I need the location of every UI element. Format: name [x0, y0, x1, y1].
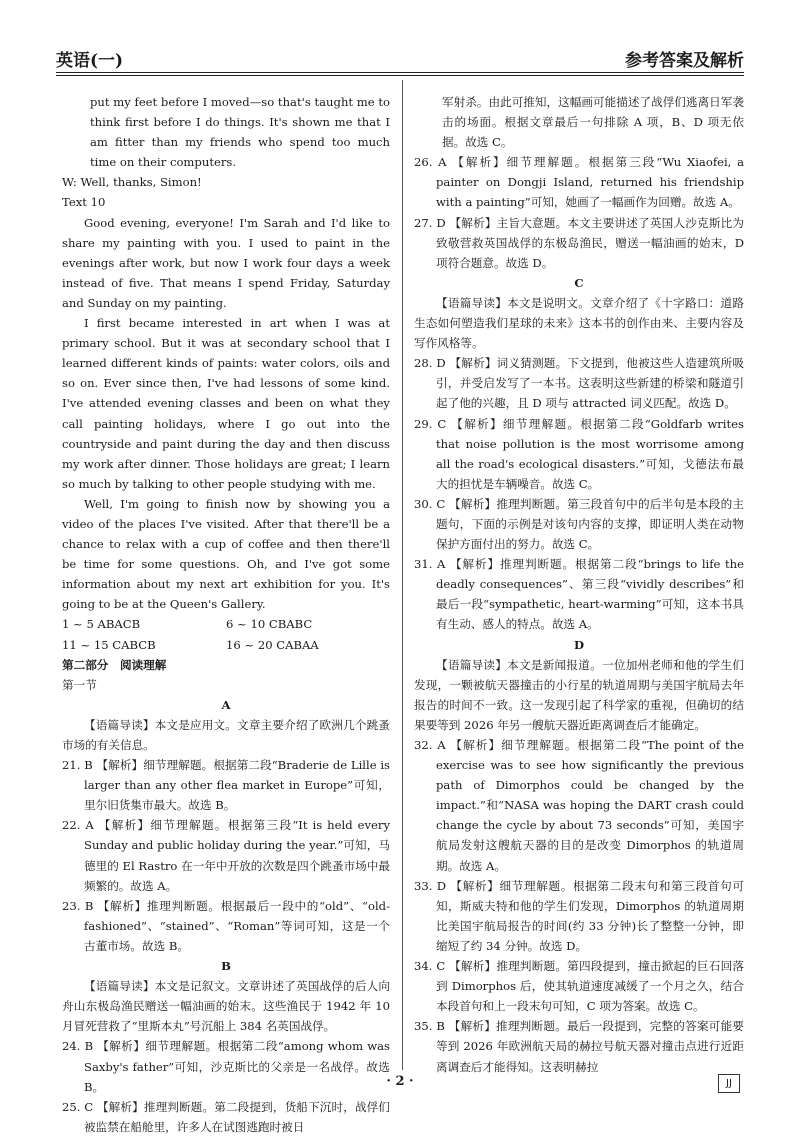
- paragraph: 31. A 【解析】推理判断题。根据第二段“brings to life the deadly consequences”、第三段“vividly describes”和最后一段“sympathetic, heart-warming”可知，这本书具有生动、感人的特点。故选 A。: [414, 557, 744, 632]
- page-number: · 2 ·: [386, 1074, 414, 1089]
- answer-cell: 1 ~ 5 ABACB: [62, 617, 141, 632]
- paragraph: Text 10: [62, 195, 106, 210]
- page-header: [56, 46, 744, 72]
- paragraph: 22. A 【解析】细节理解题。根据第三段“It is held every Sunday and public holiday during the year.”可知，马德里的 El Rastro 在一年中开放的次数是四个跳蚤市场中最频繁的。故选 A。: [62, 818, 390, 893]
- paragraph: 32. A 【解析】细节理解题。根据第二段“The point of the exercise was to see how significantly the previous path of Dimorphos could be changed by the impact.”和“NASA was hoping the DART crash could change the cycle by about 73 seconds”可知，美国宇航局发射这艘航天器的目的是改变 Dimorphos 的轨道周期。故选 A。: [414, 738, 744, 873]
- left-column-transcript: [62, 92, 390, 614]
- paragraph: 23. B 【解析】推理判断题。根据最后一段中的“old”、“old-fashioned”、“stained”、“Roman”等词可知，这是一个古董市场。故选 B。: [62, 898, 390, 953]
- right-column-answers: [414, 92, 744, 1077]
- header-subject: 英语(一): [56, 51, 124, 71]
- publisher-mark: JJ: [718, 1074, 740, 1093]
- paragraph: Well, I'm going to finish now by showing you a video of the places I've visited. After that there'll be a chance to relax with a cup of coffee and then there'll be time for some questions. Oh, and I've got some information about my next art exhibition for you. It's going to be at the Queen's Gallery.: [62, 496, 390, 612]
- left-column: [62, 92, 390, 1137]
- passage-heading: B: [221, 959, 231, 974]
- paragraph: 【语篇导读】本文是记叙文。文章讲述了英国战俘的后人向舟山东极岛渔民赠送一幅油画的始末。这些渔民于 1942 年 10 月冒死营救了“里斯本丸”号沉船上 384 名英国战俘。: [62, 979, 390, 1034]
- paragraph: 33. D 【解析】细节理解题。根据第二段末句和第三段首句可知，斯威夫特和他的学生们发现，Dimorphos 的轨道周期比美国宇航局报告的时间(约 33 分钟)长了整整一分钟，即缩短了约 34 分钟。故选 D。: [414, 878, 744, 953]
- answer-cell: 16 ~ 20 CABAA: [226, 637, 319, 652]
- paragraph: 28. D 【解析】词义猜测题。下文提到，他被这些人造建筑所吸引，并受启发写了一本书。这表明这些新建的桥梁和隧道引起了他的兴趣，且 D 项与 attracted 词义匹配。故选 D。: [414, 356, 744, 411]
- paragraph: 29. C 【解析】细节理解题。根据第二段“Goldfarb writes that noise pollution is the most worrisome among all the road's ecological disasters.”可知，戈德法布最大的担忧是车辆噪音。故选 C。: [414, 416, 744, 491]
- header-rule: [56, 72, 744, 73]
- paragraph: 35. B 【解析】推理判断题。最后一段提到，完整的答案可能要等到 2026 年欧洲航天局的赫拉号航天器对撞击点进行近距离调查后才能得知。这表明赫拉: [414, 1019, 744, 1074]
- paragraph: Good evening, everyone! I'm Sarah and I'd like to share my painting with you. I used to paint in the evenings after work, but now I work four days a week instead of five. That means I spend Friday, Saturday and Sunday on my painting.: [62, 215, 390, 310]
- section-title: 第二部分 阅读理解: [62, 657, 167, 672]
- paragraph: 26. A 【解析】细节理解题。根据第三段“Wu Xiaofei, a painter on Dongji Island, returned his friendship with a painting”可知，她画了一幅画作为回赠。故选 A。: [414, 155, 744, 210]
- passage-heading: A: [221, 697, 231, 712]
- paragraph: 【语篇导读】本文是新闻报道。一位加州老师和他的学生们发现，一颗被航天器撞击的小行星的轨道周期与美国宇航局去年报告的时间不一致。这一发现引起了科学家的重视，但确切的结果要等到 2026 年另一艘航天器近距离调查后才能确定。: [414, 657, 744, 732]
- paragraph: 【语篇导读】本文是说明文。文章介绍了《十字路口：道路生态如何塑造我们星球的未来》这本书的创作由来、主要内容及写作风格等。: [414, 295, 744, 351]
- paragraph: 30. C 【解析】推理判断题。第三段首句中的后半句是本段的主题句，下面的示例是对该句内容的支撑，即证明人类在动物保护方面付出的努力。故选 C。: [414, 496, 744, 552]
- left-column-answers: [62, 695, 390, 1137]
- passage-heading: C: [574, 275, 584, 290]
- header-rule-thin: [56, 75, 744, 76]
- paragraph: I first became interested in art when I was at primary school. But it was at secondary school that I learned different kinds of paints: water colors, oils and so on. Ever since then, I've had lessons of some kind. I've attended evening classes and been on what they call painting holidays, where I go out into the countryside and paint during the day and then discuss my work after dinner. Those holidays are great; I learn so much by talking to other people studying with me.: [62, 316, 390, 491]
- paragraph: 25. C 【解析】推理判断题。第二段提到，货船下沉时，战俘们被监禁在船舱里，许多人在试图逃跑时被日: [62, 1099, 390, 1134]
- paragraph: 24. B 【解析】细节理解题。根据第二段“among whom was Saxby's father”可知，沙克斯比的父亲是一名战俘。故选 B。: [62, 1039, 390, 1094]
- paragraph: 军射杀。由此可推知，这幅画可能描述了战俘们逃离日军袭击的场面。根据文章最后一句排除 A 项，B、D 项无依据。故选 C。: [442, 95, 744, 150]
- passage-heading: D: [573, 637, 585, 652]
- paragraph: W: Well, thanks, Simon!: [62, 175, 202, 190]
- column-divider: [402, 80, 403, 1070]
- answer-cell: 6 ~ 10 CBABC: [226, 617, 313, 632]
- header-section-title: 参考答案及解析: [625, 51, 744, 71]
- section-subtitle: 第一节: [62, 677, 97, 692]
- paragraph: 27. D 【解析】主旨大意题。本文主要讲述了英国人沙克斯比为致敬营救英国战俘的东极岛渔民，赠送一幅油画的始末，D 项符合题意。故选 D。: [414, 215, 744, 270]
- right-column: [414, 92, 744, 1077]
- paragraph: 34. C 【解析】推理判断题。第四段提到，撞击掀起的巨石回落到 Dimorphos 后，使其轨道速度减缓了一个月之久，结合本段首句和上一段末句可知，C 项为答案。故选 C。: [414, 959, 744, 1014]
- answer-cell: 11 ~ 15 CABCB: [62, 637, 156, 652]
- answer-key: [62, 614, 390, 654]
- answer-row: [62, 635, 390, 655]
- paragraph: put my feet before I moved—so that's taught me to think first before I do things. It's shown me that I am fitter than my friends who spend too much time on their computers.: [90, 95, 390, 170]
- paragraph: 【语篇导读】本文是应用文。文章主要介绍了欧洲几个跳蚤市场的有关信息。: [62, 717, 390, 752]
- paragraph: 21. B 【解析】细节理解题。根据第二段“Braderie de Lille is larger than any other flea market in Europe”可知，里尔旧货集市最大。故选 B。: [62, 758, 390, 813]
- answer-row: [62, 614, 390, 634]
